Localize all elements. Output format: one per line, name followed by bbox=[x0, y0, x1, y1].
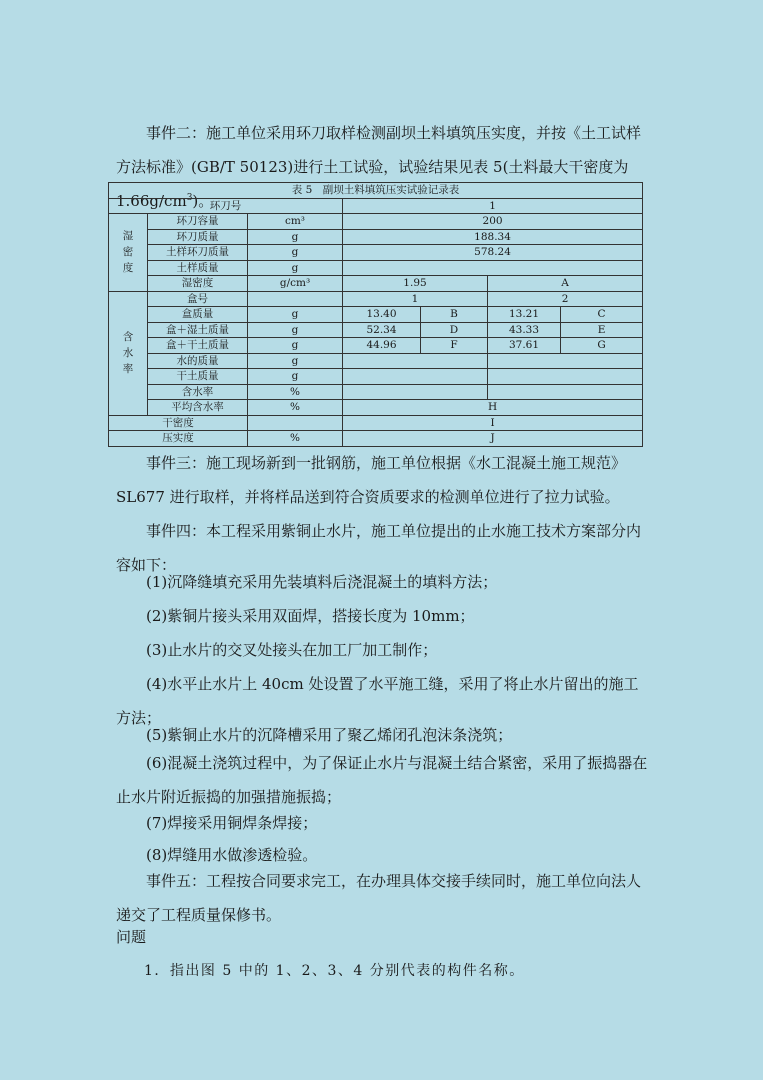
row-label: 盒号 bbox=[148, 291, 248, 307]
cell: B bbox=[421, 307, 488, 323]
cell: 13.40 bbox=[343, 307, 421, 323]
row-unit: % bbox=[248, 431, 343, 447]
questions-heading: 问题 bbox=[116, 928, 147, 946]
row-label: 水的质量 bbox=[148, 353, 248, 369]
table-caption: 表 5 副坝土料填筑压实试验记录表 bbox=[109, 183, 643, 199]
row-unit: g bbox=[248, 353, 343, 369]
cell: C bbox=[561, 307, 643, 323]
row-value: 188.34 bbox=[343, 229, 643, 245]
event4-item-1: (1)沉降缝填充采用先装填料后浇混凝土的填料方法； bbox=[146, 573, 498, 591]
moisture-group-label: 含 水 率 bbox=[109, 291, 148, 415]
row-label: 盒质量 bbox=[148, 307, 248, 323]
cell bbox=[488, 353, 643, 369]
row-label: 干土质量 bbox=[148, 369, 248, 385]
event4-item-6: (6)混凝土浇筑过程中，为了保证止水片与混凝土结合紧密，采用了振捣器在止水片附近振捣的加强措施振捣； bbox=[116, 754, 648, 806]
table-row bbox=[109, 307, 643, 323]
row-unit: g bbox=[248, 245, 343, 261]
row-unit: g bbox=[248, 322, 343, 338]
cell: E bbox=[561, 322, 643, 338]
table-row bbox=[109, 229, 643, 245]
wet-density-group-label: 湿 密 度 bbox=[109, 214, 148, 292]
row-unit: cm³ bbox=[248, 214, 343, 230]
row-value: H bbox=[343, 400, 643, 416]
cell: 44.96 bbox=[343, 338, 421, 354]
table-row bbox=[109, 245, 643, 261]
row-unit: g bbox=[248, 369, 343, 385]
row-unit: g bbox=[248, 307, 343, 323]
cell bbox=[488, 369, 643, 385]
row-value bbox=[343, 260, 643, 276]
table-row bbox=[109, 384, 643, 400]
row-value: 1.95 bbox=[343, 276, 488, 292]
table-row bbox=[109, 338, 643, 354]
row-unit: % bbox=[248, 384, 343, 400]
event4-item-7: (7)焊接采用铜焊条焊接； bbox=[146, 814, 318, 832]
row-label: 盒＋湿土质量 bbox=[148, 322, 248, 338]
cell: F bbox=[421, 338, 488, 354]
table-row bbox=[109, 431, 643, 447]
row-unit bbox=[248, 415, 343, 431]
event4-item-2: (2)紫铜片接头采用双面焊，搭接长度为 10mm； bbox=[146, 607, 475, 625]
table-row bbox=[109, 415, 643, 431]
row-value: 578.24 bbox=[343, 245, 643, 261]
row-unit: % bbox=[248, 400, 343, 416]
row-value: A bbox=[488, 276, 643, 292]
cell bbox=[343, 353, 488, 369]
row-label: 土样环刀质量 bbox=[148, 245, 248, 261]
row-label: 平均含水率 bbox=[148, 400, 248, 416]
row-unit: g bbox=[248, 229, 343, 245]
row-unit: g bbox=[248, 260, 343, 276]
cell: 13.21 bbox=[488, 307, 561, 323]
event5-paragraph: 事件五：工程按合同要求完工，在办理具体交接手续同时，施工单位向法人递交了工程质量保修书。 bbox=[116, 872, 642, 924]
table-row bbox=[109, 353, 643, 369]
row-value: I bbox=[343, 415, 643, 431]
table-row bbox=[109, 291, 643, 307]
event3-paragraph: 事件三：施工现场新到一批钢筋，施工单位根据《水工混凝土施工规范》SL677 进行取样，并将样品送到符合资质要求的检测单位进行了拉力试验。 bbox=[116, 454, 627, 506]
event4-item-3: (3)止水片的交叉处接头在加工厂加工制作； bbox=[146, 641, 438, 659]
event2-paragraph: 事件二：施工单位采用环刀取样检测副坝土料填筑压实度，并按《土工试样方法标准》(GB/T 50123)进行土工试验，试验结果见表 5(土料最大干密度为 $1.66g/cm^3$)。 bbox=[116, 124, 642, 210]
row-label: 土样质量 bbox=[148, 260, 248, 276]
ring-no-value: 1 bbox=[343, 198, 643, 214]
cell: G bbox=[561, 338, 643, 354]
cell: 37.61 bbox=[488, 338, 561, 354]
cell: 43.33 bbox=[488, 322, 561, 338]
row-label: 压实度 bbox=[109, 431, 248, 447]
cell: 52.34 bbox=[343, 322, 421, 338]
cell bbox=[343, 384, 488, 400]
event4-item-4: (4)水平止水片上 40cm 处设置了水平施工缝，采用了将止水片留出的施工方法； bbox=[116, 675, 639, 727]
compaction-record-table bbox=[108, 182, 643, 447]
box-2-header: 2 bbox=[488, 291, 643, 307]
row-label: 环刀质量 bbox=[148, 229, 248, 245]
table-row bbox=[109, 214, 643, 230]
event4-item-5: (5)紫铜止水片的沉降槽采用了聚乙烯闭孔泡沫条浇筑； bbox=[146, 726, 513, 744]
row-value: J bbox=[343, 431, 643, 447]
table-row bbox=[109, 276, 643, 292]
row-label: 环刀容量 bbox=[148, 214, 248, 230]
table-row bbox=[109, 400, 643, 416]
table-row bbox=[109, 260, 643, 276]
table-row bbox=[109, 369, 643, 385]
box-1-header: 1 bbox=[343, 291, 488, 307]
row-unit: g/cm³ bbox=[248, 276, 343, 292]
row-label: 湿密度 bbox=[148, 276, 248, 292]
ring-no-label: 环刀号 bbox=[109, 198, 343, 214]
row-label: 含水率 bbox=[148, 384, 248, 400]
row-label: 干密度 bbox=[109, 415, 248, 431]
event4-intro: 事件四：本工程采用紫铜止水片，施工单位提出的止水施工技术方案部分内容如下： bbox=[116, 522, 642, 574]
cell bbox=[343, 369, 488, 385]
table-row bbox=[109, 322, 643, 338]
row-label: 盒＋干土质量 bbox=[148, 338, 248, 354]
row-unit: g bbox=[248, 338, 343, 354]
question-1: 1．指出图 5 中的 1、2、3、4 分别代表的构件名称。 bbox=[144, 963, 525, 979]
event4-item-8: (8)焊缝用水做渗透检验。 bbox=[146, 846, 318, 864]
cell bbox=[488, 384, 643, 400]
row-value: 200 bbox=[343, 214, 643, 230]
cell: D bbox=[421, 322, 488, 338]
row-unit bbox=[248, 291, 343, 307]
